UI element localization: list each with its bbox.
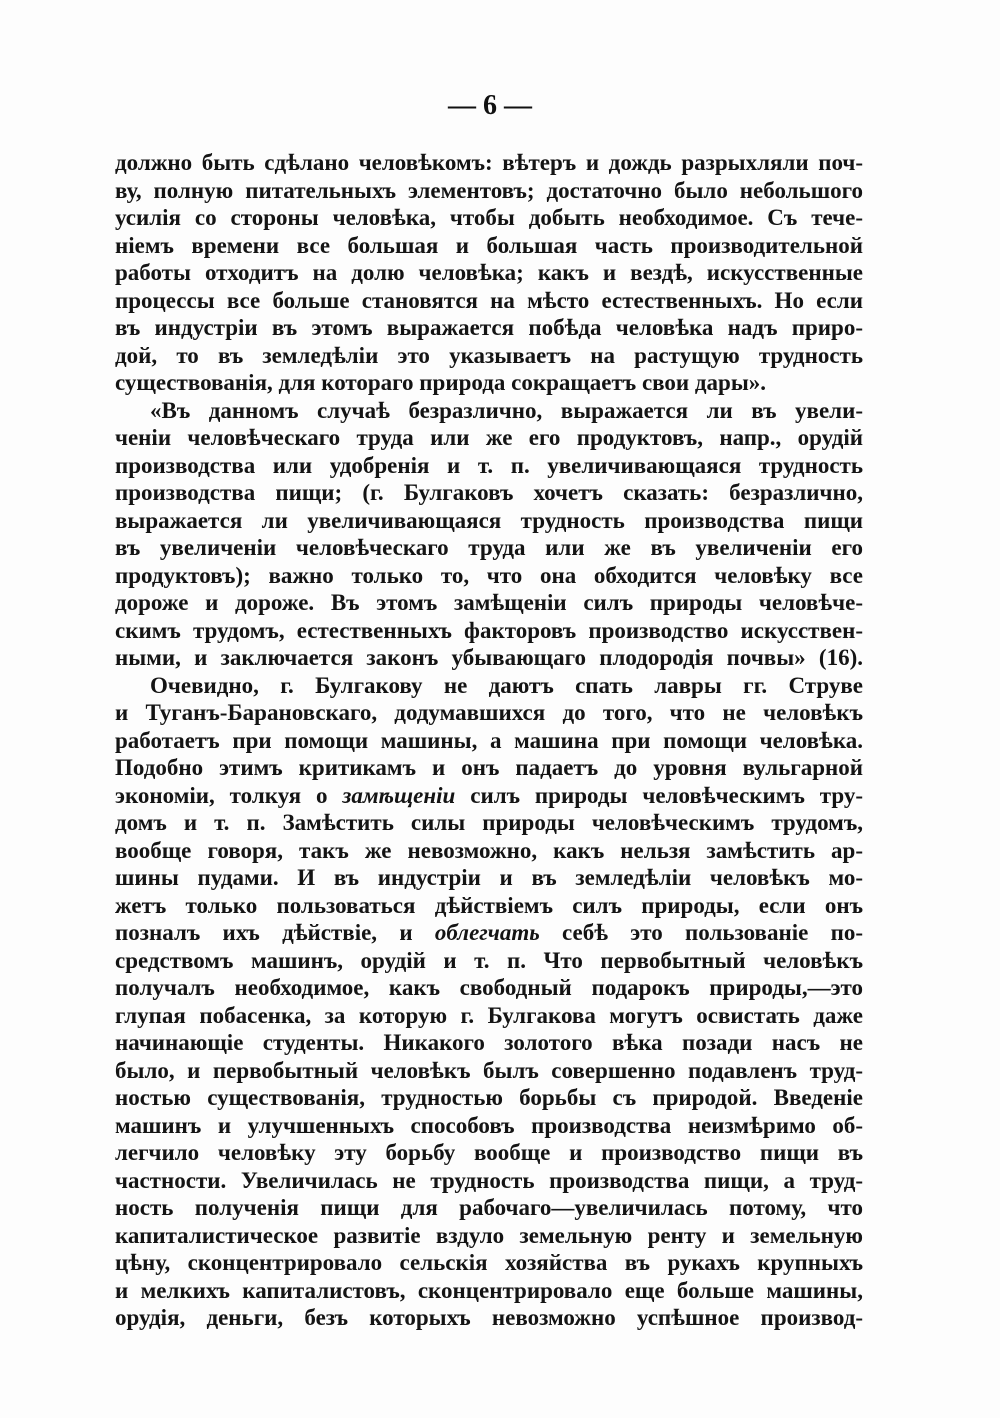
text-line [115,1112,863,1140]
text-segment: «Въ данномъ случаѣ безразлично, выражается ли въ увели- [150,397,863,423]
text-segment: силъ природы человѣческимъ тру- [455,782,863,808]
text-line-content [115,452,863,480]
text-segment: и мелкихъ капиталистовъ, сконцентрировало еще больше машины, [115,1277,863,1303]
text-segment: домъ и т. п. Замѣстить силы природы человѣческимъ трудомъ, [115,810,863,835]
text-line-content [115,1167,863,1195]
text-line [115,754,863,782]
text-segment: выражается ли увеличивающаяся трудность производства пищи [115,507,863,533]
text-segment: Подобно этимъ критикамъ и онъ падаетъ до уровня вульгарной [115,755,863,780]
text-line [115,287,863,315]
text-segment: себѣ это пользованіе по- [539,920,864,945]
text-line-content [115,149,863,177]
text-segment: глупая побасенка, за которую г. Булгакова могутъ освистать даже [115,1002,863,1028]
text-segment: Очевидно, г. Булгакову не даютъ спать лавры гг. Струве [150,672,863,698]
text-segment: дой, то въ земледѣліи это указываетъ на растущую трудность [115,342,863,368]
text-segment: скимъ трудомъ, естественныхъ факторовъ производство искусствен- [115,617,863,643]
italic-emphasis: замѣщеніи [342,782,456,808]
text-line [115,1057,863,1085]
text-segment: должно быть сдѣлано человѣкомъ: вѣтеръ и дождь разрыхляли поч- [115,150,863,175]
text-line [115,177,863,205]
text-line [115,1029,863,1057]
text-segment: существованія, для котораго природа сокращаетъ свои дары». [115,370,767,395]
text-line [115,452,863,480]
text-line [150,672,863,700]
text-line-content [115,947,863,975]
text-line-content [115,1057,863,1085]
text-line-content [115,1112,863,1140]
text-line-content [115,1194,863,1222]
text-line [115,424,863,452]
text-line [115,947,863,975]
text-segment: средствомъ машинъ, орудій и т. п. Что первобытный человѣкъ [115,947,863,973]
text-line [115,1304,863,1332]
text-line [150,397,863,425]
text-line-content [115,1029,863,1057]
text-segment: вообще говоря, такъ же невозможно, какъ нельзя замѣстить ар- [115,837,863,863]
text-segment: процессы все больше становятся на мѣсто естественныхъ. Но если [115,287,863,313]
text-line-content [115,892,863,920]
text-line-content [115,507,863,535]
text-segment: жетъ только пользоваться дѣйствіемъ силъ природы, если онъ [115,892,863,918]
text-segment: дороже и дороже. Въ этомъ замѣщеніи силъ природы человѣче- [115,590,863,615]
text-line [115,507,863,535]
text-line-content [115,782,863,810]
text-line-content [115,727,863,755]
text-line-content [115,562,863,590]
text-segment: и Туганъ-Барановскаго, додумавшихся до того, что не человѣкъ [115,700,863,725]
text-line-content [115,617,863,645]
text-line-content [115,1222,863,1250]
text-line [115,534,863,562]
text-line-content [115,919,863,947]
text-line [115,369,863,397]
text-line [115,1084,863,1112]
text-segment: капиталистическое развитіе вздуло земельную ренту и земельную [115,1222,863,1248]
text-segment: ніемъ времени все большая и большая часть производительной [115,232,863,258]
text-segment: позналъ ихъ дѣйствіе, и [115,920,435,945]
text-line [115,1194,863,1222]
text-line [115,727,863,755]
text-segment: машинъ и улучшенныхъ способовъ производства неизмѣримо об- [115,1112,863,1138]
text-line [115,1002,863,1030]
text-line-content [115,259,863,287]
text-line [115,259,863,287]
text-segment: въ индустріи въ этомъ выражается побѣда человѣка надъ приро- [115,315,863,340]
text-line [115,864,863,892]
text-line-content [115,177,863,205]
text-line [115,837,863,865]
text-line [115,1222,863,1250]
text-line [115,974,863,1002]
text-line [115,232,863,260]
text-segment: продуктовъ); важно только то, что она обходится человѣку все [115,562,863,588]
text-line-content [115,864,863,892]
text-segment: производства или удобренія и т. п. увеличивающаяся трудность [115,452,863,478]
text-line-content [115,232,863,260]
text-line [115,809,863,837]
text-line-content [150,672,863,700]
text-line-content [115,644,863,672]
page-number: — 6 — [448,90,532,121]
text-line-content [115,314,863,342]
text-line-content [115,1277,863,1305]
text-line-content [115,369,766,397]
text-segment: ностью существованія, трудностью борьбы съ природой. Введеніе [115,1085,863,1110]
text-line-content [115,1139,863,1167]
text-segment: начинающіе студенты. Никакого золотого вѣка позади насъ не [115,1030,863,1055]
text-line-content [115,287,863,315]
text-line-content [115,837,863,865]
text-segment: ность полученія пищи для рабочаго—увеличилась потому, что [115,1195,863,1220]
text-line [115,644,863,672]
text-segment: работаетъ при помощи машины, а машина при помощи человѣка. [115,727,863,753]
text-line [115,1139,863,1167]
text-line-content [115,1002,863,1030]
text-line-content [115,699,863,727]
text-line [115,1249,863,1277]
text-segment: ву, полную питательныхъ элементовъ; достаточно было небольшого [115,177,863,203]
text-line [115,314,863,342]
text-line-content [115,1084,863,1112]
text-line [115,149,863,177]
text-line-content [115,479,863,507]
text-segment: шины пудами. И въ индустріи и въ земледѣліи человѣкъ мо- [115,865,863,890]
text-segment: частности. Увеличилась не трудность производства пищи, а труд- [115,1167,863,1193]
text-line [115,479,863,507]
text-segment: усилія со стороны человѣка, чтобы добыть необходимое. Съ тече- [115,205,863,230]
text-line [115,699,863,727]
text-line [115,782,863,810]
italic-emphasis: облегчать [434,920,540,945]
text-segment: получалъ необходимое, какъ свободный подарокъ природы,—это [115,975,863,1000]
text-segment: ченіи человѣческаго труда или же его продуктовъ, напр., орудій [115,425,863,450]
text-segment: было, и первобытный человѣкъ былъ совершенно подавленъ труд- [115,1057,863,1083]
text-line-content [115,589,863,617]
text-line [115,204,863,232]
text-line-content [115,204,863,232]
text-line-content [115,974,863,1002]
text-segment: цѣну, сконцентрировало сельскія хозяйства въ рукахъ крупныхъ [115,1250,863,1275]
text-line [115,1277,863,1305]
text-segment: въ увеличеніи человѣческаго труда или же въ увеличеніи его [115,535,863,560]
text-segment: орудія, деньги, безъ которыхъ невозможно успѣшное производ- [115,1305,863,1330]
text-segment: экономіи, толкуя о [115,782,343,808]
text-line-content [115,424,863,452]
text-segment: легчило человѣку эту борьбу вообще и производство пищи въ [115,1140,863,1165]
text-line-content [115,1304,863,1332]
text-line-content [115,1249,863,1277]
text-line [115,589,863,617]
text-line-content [115,754,863,782]
text-line [115,562,863,590]
text-line-content [115,809,863,837]
text-line [115,919,863,947]
text-segment: работы отходитъ на долю человѣка; какъ и вездѣ, искусственные [115,260,863,285]
text-line [115,892,863,920]
text-line-content [115,342,863,370]
text-segment: производства пищи; (г. Булгаковъ хочетъ сказать: безразлично, [115,480,863,505]
text-line-content [150,397,863,425]
text-line [115,617,863,645]
text-segment: ными, и заключается законъ убывающаго плодородія почвы» (16). [115,645,863,670]
text-line [115,1167,863,1195]
text-line-content [115,534,863,562]
text-line [115,342,863,370]
